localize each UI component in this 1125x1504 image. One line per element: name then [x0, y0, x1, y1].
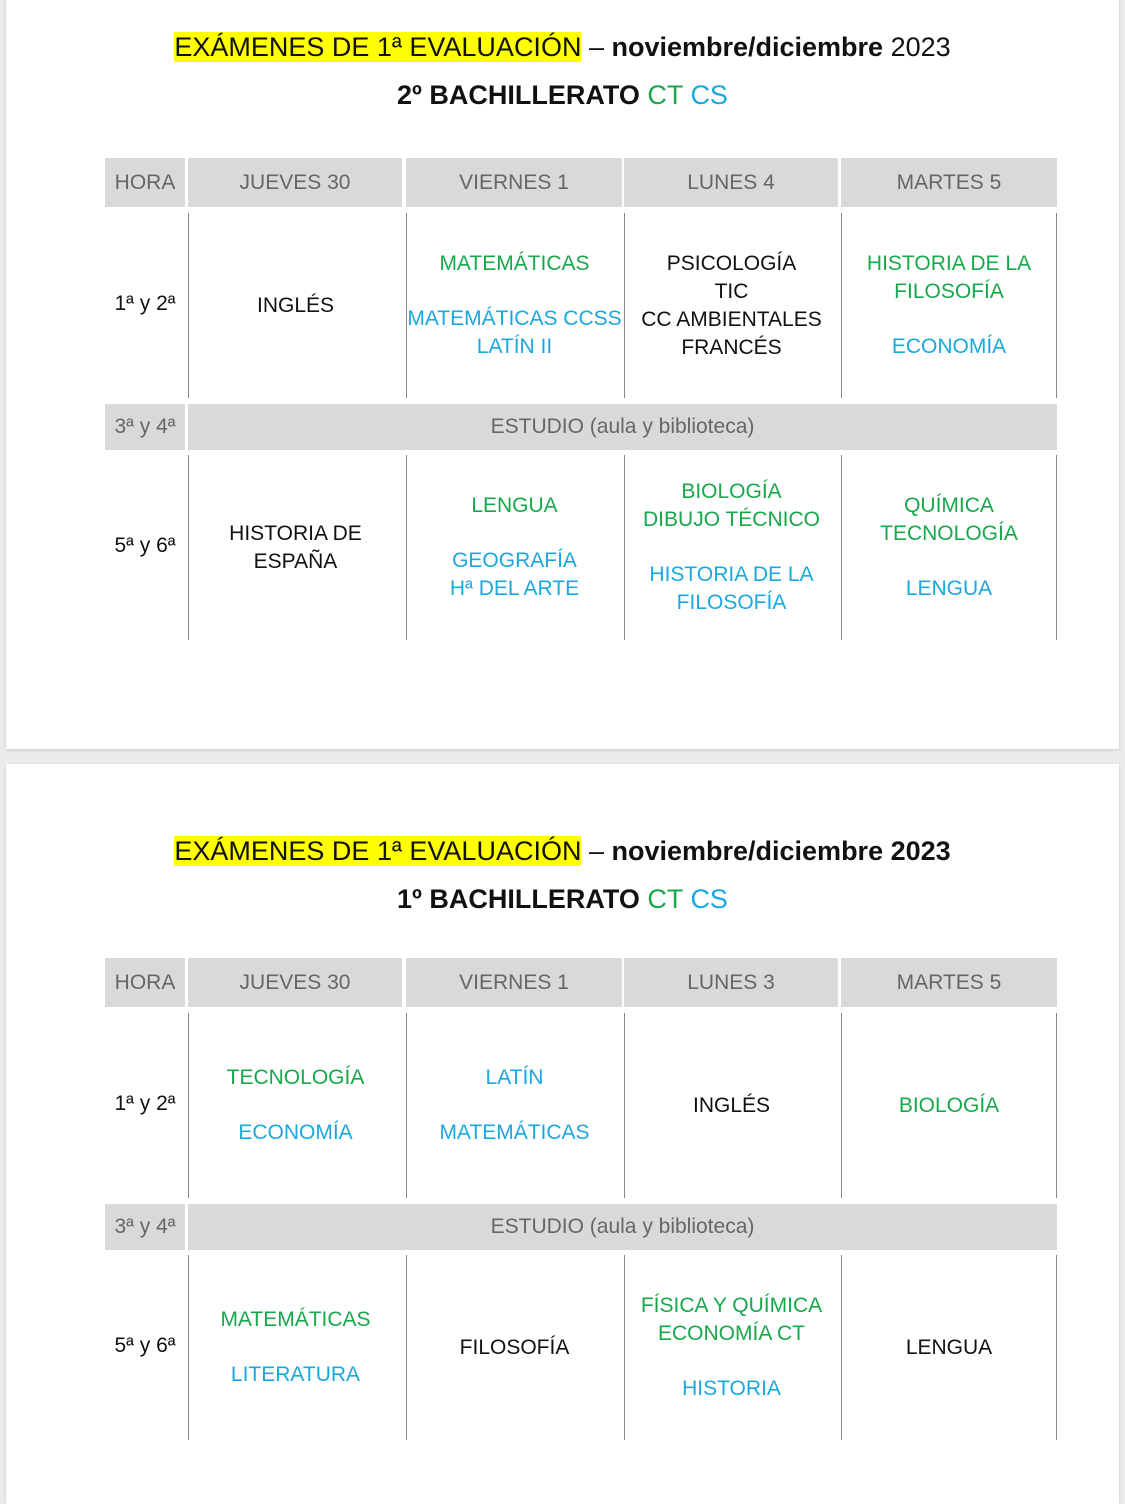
subtitle-ct: CT — [647, 884, 683, 914]
exam-subject: FILOSOFÍA — [676, 591, 787, 614]
exam-subject: HISTORIA — [682, 1377, 781, 1400]
exam-cell — [188, 213, 402, 398]
exam-cell — [406, 213, 622, 398]
subtitle-cs: CS — [690, 80, 728, 110]
exam-subject: GEOGRAFÍA — [452, 549, 577, 572]
exam-subject: FÍSICA Y QUÍMICA — [640, 1294, 823, 1317]
title-highlight: EXÁMENES DE 1ª EVALUACIÓN — [174, 836, 582, 866]
header-day: MARTES 5 — [841, 958, 1057, 1007]
exam-subject: BIOLOGÍA — [898, 1093, 1000, 1117]
title-year: 2023 — [883, 32, 951, 62]
exam-subject: ECONOMÍA — [891, 335, 1007, 358]
exam-subject: LENGUA — [905, 577, 993, 600]
exam-subject: HISTORIA DE LA — [866, 252, 1032, 275]
subtitle-course: 1º BACHILLERATO — [397, 884, 648, 914]
study-period-cell: ESTUDIO (aula y biblioteca) — [188, 1204, 1057, 1250]
exam-subject: FILOSOFÍA — [459, 1335, 570, 1359]
exam-subject: TECNOLOGÍA — [880, 522, 1018, 545]
subtitle-ct: CT — [647, 80, 683, 110]
header-day: VIERNES 1 — [406, 158, 622, 207]
row-hour-label: 1ª y 2ª — [114, 292, 176, 315]
schedule-table — [105, 158, 1065, 642]
exam-schedule-page-1bach — [6, 764, 1119, 1504]
exam-cell — [624, 213, 838, 398]
title-dash: – — [581, 836, 612, 866]
exam-subject: LATÍN II — [476, 335, 553, 358]
subtitle-cs: CS — [690, 884, 728, 914]
exam-subject: HISTORIA DE — [229, 521, 362, 545]
row-hour-label: 3ª y 4ª — [105, 404, 185, 450]
exam-cell — [406, 455, 622, 640]
exam-cell — [841, 1013, 1057, 1198]
exam-subject: TECNOLOGÍA — [226, 1066, 365, 1089]
exam-subject: MATEMÁTICAS — [220, 1308, 371, 1331]
study-period-cell: ESTUDIO (aula y biblioteca) — [188, 404, 1057, 450]
exam-subject: MATEMÁTICAS — [439, 252, 590, 275]
header-day: MARTES 5 — [841, 158, 1057, 207]
header-day: LUNES 4 — [624, 158, 838, 207]
page-subtitle — [6, 884, 1119, 915]
exam-subject: ECONOMÍA CT — [657, 1322, 805, 1345]
exam-schedule-page-2bach — [6, 0, 1119, 749]
exam-subject: TIC — [714, 279, 749, 303]
page-subtitle — [6, 80, 1119, 111]
exam-subject: INGLÉS — [256, 293, 335, 317]
exam-subject: LENGUA — [471, 494, 558, 517]
exam-subject: FILOSOFÍA — [894, 280, 1004, 303]
exam-subject: ESPAÑA — [253, 549, 338, 573]
title-dash: – — [581, 32, 612, 62]
exam-subject: CC AMBIENTALES — [641, 307, 822, 331]
header-day: JUEVES 30 — [188, 958, 402, 1007]
title-dates: noviembre/diciembre — [611, 32, 884, 62]
exam-cell — [624, 1013, 838, 1198]
exam-cell — [624, 1255, 838, 1440]
exam-cell — [841, 213, 1057, 398]
header-day: LUNES 3 — [624, 958, 838, 1007]
exam-cell — [841, 1255, 1057, 1440]
row-hour-label: 3ª y 4ª — [105, 1204, 185, 1250]
exam-subject: Hª DEL ARTE — [449, 577, 580, 600]
page-title — [6, 836, 1119, 867]
row-hour-label: 5ª y 6ª — [114, 534, 176, 557]
exam-cell — [406, 1255, 622, 1440]
exam-subject: INGLÉS — [692, 1093, 771, 1117]
schedule-table — [105, 958, 1065, 1442]
exam-subject: HISTORIA DE LA — [649, 563, 814, 586]
exam-subject: MATEMÁTICAS — [439, 1121, 590, 1144]
exam-subject: PSICOLOGÍA — [666, 251, 797, 275]
title-dates: noviembre/diciembre 2023 — [611, 836, 951, 866]
exam-cell — [841, 455, 1057, 640]
exam-subject: LITERATURA — [230, 1363, 361, 1386]
exam-subject: ECONOMÍA — [238, 1121, 353, 1144]
exam-subject: DIBUJO TÉCNICO — [643, 508, 820, 531]
exam-subject: LENGUA — [905, 1335, 993, 1359]
exam-subject: FRANCÉS — [681, 335, 782, 359]
exam-subject: LATÍN — [485, 1066, 544, 1089]
title-highlight: EXÁMENES DE 1ª EVALUACIÓN — [174, 32, 582, 62]
row-hour-label: 5ª y 6ª — [114, 1334, 176, 1357]
subtitle-course: 2º BACHILLERATO — [397, 80, 648, 110]
exam-cell — [406, 1013, 622, 1198]
exam-cell — [188, 1255, 402, 1440]
header-hora: HORA — [105, 158, 185, 207]
exam-subject: QUÍMICA — [904, 494, 994, 517]
exam-cell — [188, 455, 402, 640]
exam-cell — [624, 455, 838, 640]
header-day: VIERNES 1 — [406, 958, 622, 1007]
exam-subject: BIOLOGÍA — [681, 480, 782, 503]
header-hora: HORA — [105, 958, 185, 1007]
row-hour-label: 1ª y 2ª — [114, 1092, 176, 1115]
exam-cell — [188, 1013, 402, 1198]
page-title — [6, 32, 1119, 63]
exam-subject: MATEMÁTICAS CCSS — [407, 307, 622, 330]
header-day: JUEVES 30 — [188, 158, 402, 207]
